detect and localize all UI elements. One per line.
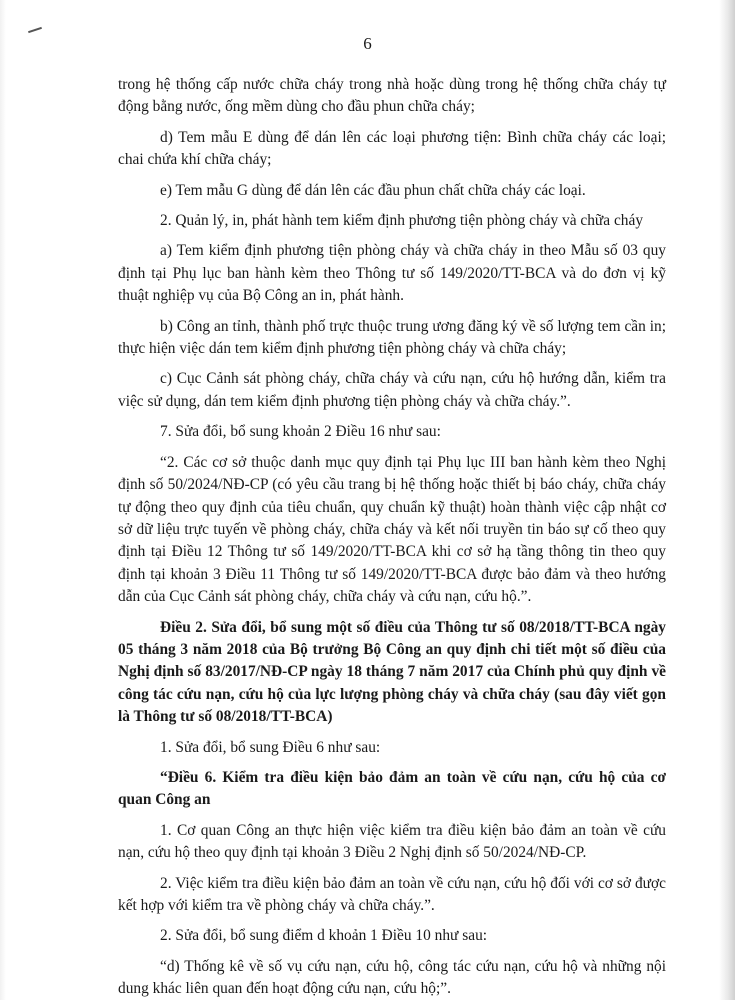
paragraph-item-e: e) Tem mẫu G dùng để dán lên các đầu phun chất chữa cháy các loại. bbox=[160, 181, 586, 199]
document-body bbox=[118, 74, 666, 1001]
paragraph-item-c: c) Cục Cảnh sát phòng cháy, chữa cháy và cứu nạn, cứu hộ hướng dẫn, kiểm tra việc sử dụng, dán tem kiểm định phương tiện phòng cháy và chữa cháy.”. bbox=[118, 370, 666, 410]
paragraph-article-6-clause-2: 2. Việc kiểm tra điều kiện bảo đảm an toàn về cứu nạn, cứu hộ đối với cơ sở được kết hợp với kiểm tra về phòng cháy và chữa cháy.”. bbox=[118, 874, 666, 914]
paragraph-item-d: d) Tem mẫu E dùng để dán lên các loại phương tiện: Bình chữa cháy các loại; chai chứa khí chữa cháy; bbox=[118, 128, 666, 169]
article-6-heading: “Điều 6. Kiểm tra điều kiện bảo đảm an toàn về cứu nạn, cứu hộ của cơ quan Công an bbox=[118, 768, 666, 809]
paragraph-amend-1: 1. Sửa đổi, bổ sung Điều 6 như sau: bbox=[160, 738, 381, 756]
scan-left-edge bbox=[0, 0, 6, 1000]
paragraph-quote-d: “d) Thống kê về số vụ cứu nạn, cứu hộ, công tác cứu nạn, cứu hộ và những nội dung khác liên quan đến hoạt động cứu nạn, cứu hộ;”. bbox=[118, 957, 666, 998]
paragraph-quote-2: “2. Các cơ sở thuộc danh mục quy định tại Phụ lục III ban hành kèm theo Nghị định số 50/2024/NĐ-CP (có yêu cầu trang bị hệ thống hoặc thiết bị báo cháy, chữa cháy tự động theo quy định của tiêu chuẩn, quy chuẩn kỹ thuật) hoàn thành việc cập nhật cơ sở dữ liệu trực tuyến về phòng cháy, chữa cháy và kết nối truyền tin báo sự cố theo quy định tại Điều 12 Thông tư số 149/2020/TT-BCA khi cơ sở hạ tầng thông tin theo quy định tại khoản 3 Điều 11 Thông tư số 149/2020/TT-BCA được bảo đảm và theo hướng dẫn của Cục Cảnh sát phòng cháy, chữa cháy và cứu nạn, cứu hộ.”. bbox=[118, 453, 666, 606]
scan-right-edge bbox=[719, 0, 735, 1000]
paragraph-item-b: b) Công an tỉnh, thành phố trực thuộc trung ương đăng ký về số lượng tem cần in; thực hiện việc dán tem kiểm định phương tiện phòng cháy và chữa cháy; bbox=[118, 317, 666, 358]
paragraph-article-6-clause-1: 1. Cơ quan Công an thực hiện việc kiểm tra điều kiện bảo đảm an toàn về cứu nạn, cứu hộ theo quy định tại khoản 3 Điều 2 Nghị định số 50/2024/NĐ-CP. bbox=[118, 821, 666, 862]
paragraph-section-2: 2. Quản lý, in, phát hành tem kiểm định phương tiện phòng cháy và chữa cháy bbox=[160, 212, 644, 230]
page-number: 6 bbox=[363, 34, 372, 53]
scan-mark bbox=[28, 27, 42, 33]
paragraph-amend-7: 7. Sửa đổi, bổ sung khoản 2 Điều 16 như sau: bbox=[160, 423, 441, 441]
paragraph-amend-2: 2. Sửa đổi, bổ sung điểm d khoản 1 Điều 10 như sau: bbox=[160, 927, 488, 945]
paragraph-item-a: a) Tem kiểm định phương tiện phòng cháy và chữa cháy in theo Mẫu số 03 quy định tại Phụ lục ban hành kèm theo Thông tư số 149/2020/TT-BCA và do đơn vị kỹ thuật nghiệp vụ của Bộ Công an in, phát hành. bbox=[118, 242, 666, 305]
paragraph-continuation: trong hệ thống cấp nước chữa cháy trong nhà hoặc dùng trong hệ thống chữa cháy tự động bằng nước, ống mềm dùng cho đầu phun chữa cháy; bbox=[118, 76, 666, 116]
article-2-heading: Điều 2. Sửa đổi, bổ sung một số điều của Thông tư số 08/2018/TT-BCA ngày 05 tháng 3 năm 2018 của Bộ trưởng Bộ Công an quy định chi tiết một số điều của Nghị định số 83/2017/NĐ-CP ngày 18 tháng 7 năm 2017 của Chính phủ quy định về công tác cứu nạn, cứu hộ của lực lượng phòng cháy và chữa cháy (sau đây viết gọn là Thông tư số 08/2018/TT-BCA) bbox=[118, 618, 666, 726]
